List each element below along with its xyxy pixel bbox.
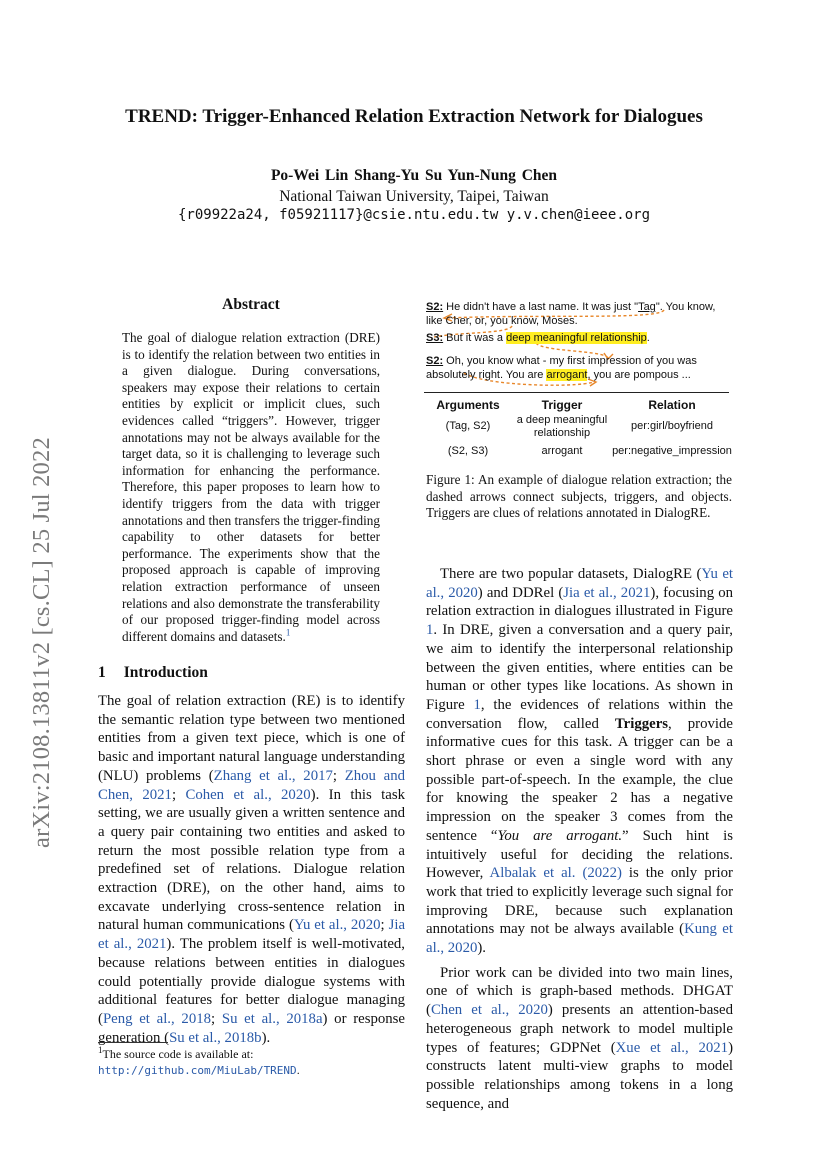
citation-link[interactable]: Zhou and Chen, 2021 [98,767,405,803]
citation-link[interactable]: 1 [473,696,481,713]
paragraph-text: ). In this task setting, we are usually given a written sentence and a query pair containing two entities and asked to return the most possible relation type from a predefined set of relations. Dialogue relation extraction (DRE), on the other hand, aims to excavate underlying cross-sentence relation in natural human communications ( [98,786,406,934]
footnote-url[interactable]: http://github.com/MiuLab/TREND [98,1064,297,1077]
trigger-highlight: deep meaningful relationship [506,332,647,344]
speaker-label: S2: [426,355,444,367]
section-heading [98,664,208,682]
footnote-mark: 1 [98,1045,103,1055]
utterance-text: , you are pompous ... [587,369,691,381]
paragraph-text: The goal of relation extraction (RE) is to identify the semantic relation type between two mentioned entities from a given text piece, which is one of basic and important natural language understanding (NLU) problems ( [98,693,405,784]
footnote-ref[interactable]: 1 [285,627,291,638]
citation-link[interactable]: 1 [426,622,434,639]
footnote-rule [98,1042,168,1043]
citation-link[interactable]: Cohen et al., 2020 [185,786,311,803]
figure-caption: Figure 1: An example of dialogue relation extraction; the dashed arrows connect subjects, triggers, and objects. Triggers are clues of relations annotated in DialogRE. [426,472,732,521]
arxiv-stamp [20,378,60,848]
paragraph-text: ). [261,1029,271,1046]
paragraph-text: ; [380,917,389,934]
citation-link[interactable]: Xue et al., 2021 [615,1039,729,1056]
paragraph-text: , the evidences of relations within the conversation flow, called [426,696,733,732]
table-header: Trigger [541,398,583,412]
table-cell: (S2, S3) [447,445,489,457]
paragraph-text: ), focusing on relation extraction in dialogues illustrated in Figure [426,584,734,620]
abstract-text [122,330,380,645]
intro-paragraph-1 [98,692,405,1047]
paragraph-text: ) constructs latent multi-view graphs to model possible relationships among tokens in a long sequence, and [426,1039,733,1112]
citation-link[interactable]: Yu et al., 2020 [293,917,381,934]
table-header: Arguments [436,398,500,412]
paragraph-text: ” Such hint is intuitively useful for deciding the relations. However, [426,827,733,882]
table-cell: a deep meaningful relationship [516,414,608,439]
paragraph-text: ) or response generation ( [98,1010,405,1046]
citation-link[interactable]: Jia et al., 2021 [98,917,406,953]
table-top-rule [424,392,729,393]
citation-link[interactable]: Jia et al., 2021 [563,584,651,601]
paper-title: TREND: Trigger-Enhanced Relation Extraction Network for Dialogues [125,106,703,127]
speaker-label: S2: [426,301,444,313]
citation-link[interactable]: Su et al., 2018a [221,1010,323,1027]
author-list: Po-Wei Lin Shang-Yu Su Yun-Nung Chen [270,167,558,184]
paragraph-text: Prior work can be divided into two main lines, one of which is graph-based methods. DHGAT ( [426,964,733,1019]
citation-link[interactable]: Peng et al., 2018 [102,1010,212,1027]
paragraph-text: . In DRE, given a conversation and a query pair, we aim to identify the interpersonal relationship between the given entities, where entities can be human or other types like locations. As shown in Figure [426,622,733,713]
utterance-2 [426,331,731,345]
utterance-3 [426,354,731,382]
paragraph-text: is the only prior work that tried to explicitly leverage such signal for improving DRE, because such explanation annotations may not be always available ( [426,865,733,938]
paragraph-text: There are two popular datasets, DialogRE ( [440,566,702,582]
utterance-text: ". You know, like Cher, or, you know, Moses. [426,301,716,327]
quoted-sentence: You are arrogant. [497,827,623,844]
footnote [98,1046,405,1079]
utterance-text: But it was a [443,332,507,344]
table-cell: per:girl/boyfriend [631,420,713,432]
affiliation: National Taiwan University, Taipei, Taiwan [279,188,549,205]
paragraph-text: , provide informative cues for this task. A trigger can be a short phrase or even a single word with any possible part-of-speech. In the example, the clue for knowing the speaker 2 has a negative impression on the speaker 3 comes from the sentence “ [426,715,733,844]
intro-paragraph-3 [426,964,733,1114]
paragraph-text: ). [477,940,487,957]
intro-right-column [426,565,733,1113]
table-header: Relation [648,398,696,412]
citation-link[interactable]: Zhang et al., 2017 [213,767,333,784]
utterance-text: Oh, you know what - my first impression of you was absolutely right. You are [426,355,697,381]
paragraph-text: ; [211,1010,222,1027]
section-number: 1 [98,664,106,681]
citation-link[interactable]: Albalak et al. (2022) [489,865,622,882]
author-emails: {r09922a24, f05921117}@csie.ntu.edu.tw y.v.chen@ieee.org [177,207,650,223]
paragraph-text: ). The problem itself is well-motivated, because relations between entities in dialogues could potentially provide dialogue systems with additional features for better dialogue managing ( [98,936,405,1027]
table-cell: (Tag, S2) [445,420,491,432]
utterance-text: He didn't have a last name. It was just " [443,301,639,313]
intro-paragraph-2 [426,565,733,958]
citation-link[interactable]: Su et al., 2018b [169,1029,262,1046]
table-cell: arrogant [541,445,583,457]
paragraph-text: ; [332,767,345,784]
utterance-1 [426,300,731,328]
table-cell: per:negative_impression [612,445,732,457]
footnote-suffix: . [296,1063,300,1077]
citation-link[interactable]: Kung et al., 2020 [426,921,733,957]
section-title: Introduction [123,664,208,681]
term-triggers: Triggers [614,715,669,732]
paragraph-text: ; [171,786,186,803]
abstract-heading: Abstract [222,296,280,313]
speaker-label: S3: [426,332,444,344]
entity-tag: Tag [638,301,656,313]
paragraph-text: ) presents an attention-based heterogeneous graph network to model multiple types of features; GDPNet ( [426,1002,733,1056]
utterance-text: . [646,332,650,344]
trigger-highlight: arrogant [546,369,588,381]
paragraph-text: ) and DDRel ( [477,584,564,601]
footnote-text: The source code is available at: [102,1047,254,1061]
intro-left-column [98,692,405,1047]
arxiv-id: arXiv:2108.13811v2 [cs.CL] 25 Jul 2022 [28,437,55,848]
citation-link[interactable]: Yu et al., 2020 [426,566,733,601]
abstract-body: The goal of dialogue relation extraction (DRE) is to identify the relation between two entities in a given dialogue. During conversations, speakers may expose their relations to certain entities by explicit or implicit clues, such evidences called “triggers”. However, trigger annotations may not be always available for the target data, so it is challenging to leverage such information for enhancing the performance. Therefore, this paper proposes to learn how to identify triggers from the data with trigger annotations and then transfers the trigger-finding capability to other datasets for better performance. The experiments show that the proposed approach is capable of improving relation extraction performance of unseen relations and also demonstrate the transferability of our proposed trigger-finding model across different domains and datasets. [122,330,380,644]
citation-link[interactable]: Chen et al., 2020 [430,1002,548,1019]
